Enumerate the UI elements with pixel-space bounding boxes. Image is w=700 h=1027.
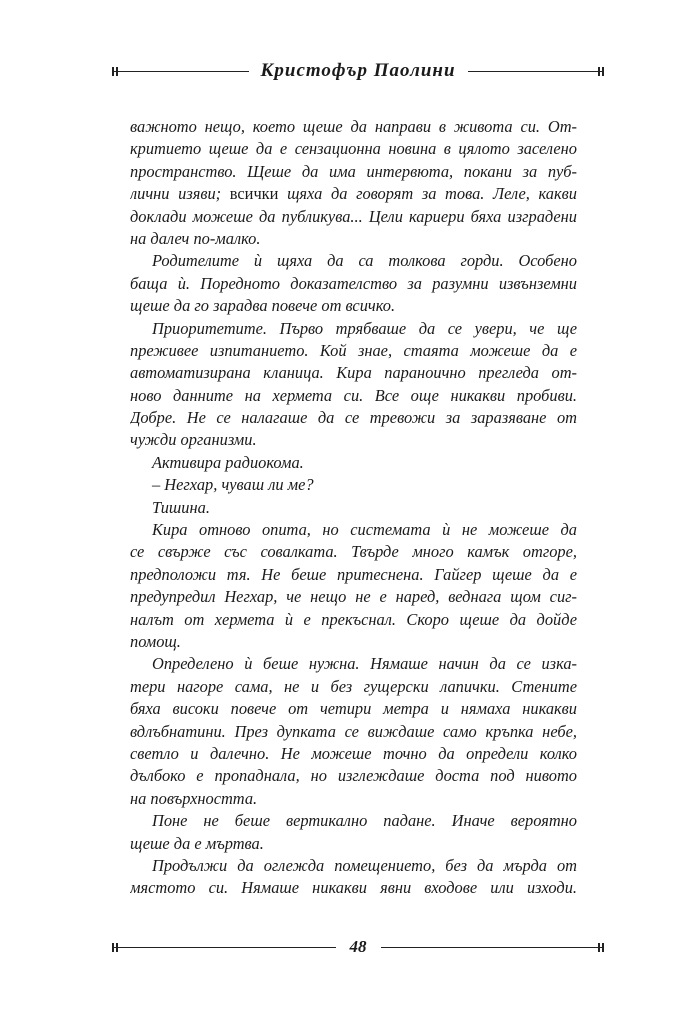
text-line: светло и далечно. Не можеше точно да определи колко [130, 743, 577, 763]
text-line: ново данните на хермета си. Все още никакви пробиви. [130, 385, 577, 405]
text-line: на повърхността. [130, 788, 258, 808]
text-line: пространство. Щеше да има интервюта, покани за пуб- [130, 161, 577, 181]
header-rule-right [468, 71, 605, 72]
text-line: щеше да го зарадва повече от всичко. [130, 296, 396, 316]
text-line: помощ. [130, 631, 181, 651]
text-line: Определено ѝ беше нужна. Нямаше начин да се изка- [152, 654, 577, 674]
text-line: бяха високи повече от четири метра и нямаха никакви [130, 699, 577, 719]
footer-rule-left [112, 947, 336, 948]
text-line: критието щеше да е сензационна новина в цялото заселено [130, 139, 577, 159]
running-title: Кристофър Паолини [260, 60, 456, 81]
footer-rule-right [381, 947, 605, 948]
page-number: 48 [349, 937, 367, 956]
text-line: налът от хермета ѝ е прекъснал. Скоро щеше да дойде [130, 609, 577, 629]
text-line: Активира радиокома. [152, 452, 304, 472]
text-fragment: щяха да говорят за това. Леле, какви [287, 184, 577, 204]
text-line: Добре. Не се налагаше да се тревожи за заразяване от [130, 408, 577, 428]
text-line: мястото си. Нямаше никакви явни входове или изходи. [130, 878, 577, 898]
text-line: автоматизирана кланица. Кира параноично прегледа от- [130, 363, 577, 383]
text-line: важното нещо, което щеше да направи в живота си. От- [130, 117, 577, 136]
text-line: вдлъбнатини. През дупката се виждаше само кръпка небе, [130, 721, 577, 741]
text-line: – Негхар, чуваш ли ме? [152, 475, 314, 495]
text-line: доклади можеше да публикува... Цели кариери бяха изградени [130, 206, 577, 226]
emphasized-word: всички [229, 184, 279, 204]
text-line: преживее изпитанието. Кой знае, стаята можеше да е [130, 340, 577, 360]
text-line: на далеч по-малко. [130, 228, 261, 248]
text-line: се свърже със совалката. Твърде много камък отгоре, [130, 542, 577, 562]
text-line: предположи тя. Не беше притеснена. Гайгер щеше да е [130, 564, 577, 584]
text-line: Приоритетите. Първо трябваше да се увери, че ще [152, 318, 577, 338]
text-line: Родителите ѝ щяха да са толкова горди. Особено [152, 251, 577, 271]
text-line: Продължи да оглежда помещението, без да мърда от [152, 855, 577, 875]
text-line: щеше да е мъртва. [130, 833, 264, 853]
text-line: Кира отново опита, но системата ѝ не можеше да [152, 520, 577, 540]
text-line: баща ѝ. Поредното доказателство за разумни извънземни [130, 273, 577, 293]
text-line: дълбоко е пропаднала, но изглеждаше доста под нивото [130, 766, 577, 786]
text-line [130, 183, 577, 205]
header-rule-left [112, 71, 249, 72]
text-line: Тишина. [152, 497, 210, 517]
text-fragment: лични изяви; [130, 184, 222, 204]
text-line: предупредил Негхар, че нещо не е наред, веднага щом сиг- [130, 587, 577, 607]
page-footer [112, 935, 604, 959]
text-line: тери нагоре сама, не и без гущерски лапички. Стените [130, 676, 577, 696]
body-text [130, 116, 577, 900]
text-line: Поне не беше вертикално падане. Иначе вероятно [152, 811, 577, 831]
running-header [112, 60, 604, 82]
text-line: чужди организми. [130, 430, 257, 450]
